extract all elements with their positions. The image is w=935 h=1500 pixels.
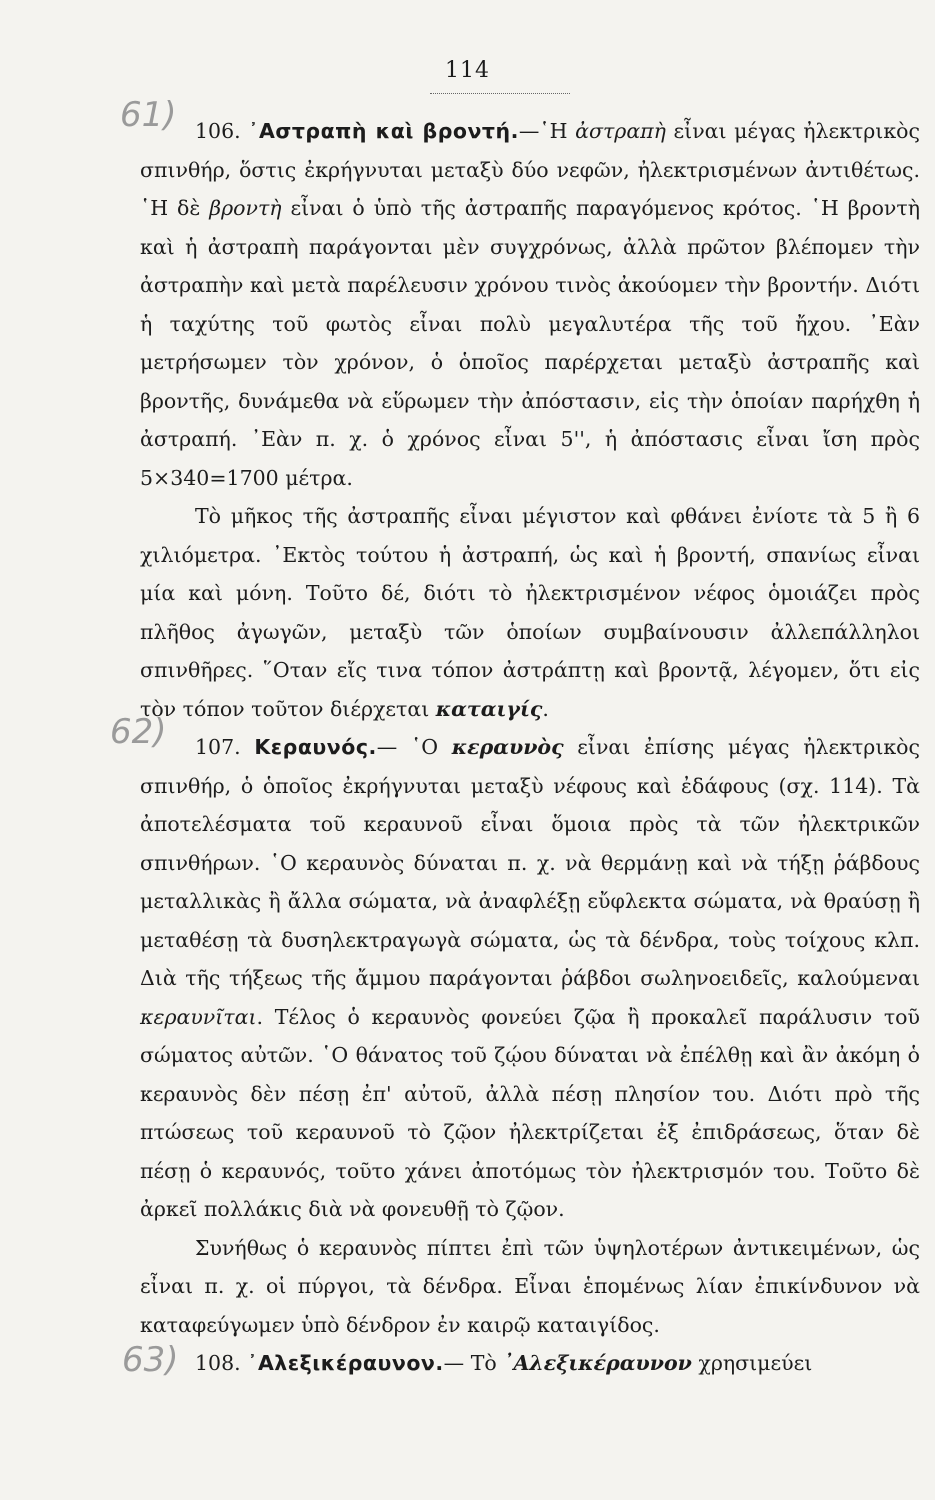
section-number: 106.	[195, 119, 241, 143]
text-run: .	[542, 696, 549, 721]
text-run: ῾Η	[539, 119, 576, 143]
paragraph-107-2	[140, 1229, 920, 1345]
dash: —	[443, 1351, 465, 1375]
term: ᾿Αλεξικέραυνον	[503, 1351, 692, 1375]
section-number: 107.	[195, 735, 241, 759]
margin-note: 62)	[110, 712, 167, 752]
text-run: εἶναι ὁ ὑπὸ τῆς ἀστραπῆς παραγόμενος κρότος. ῾Η βροντὴ καὶ ἡ ἀστραπὴ παράγονται μὲν συγχρόνως, ἀλλὰ πρῶτον βλέπομεν τὴν ἀστραπὴν καὶ μετὰ παρέλευσιν χρόνου τινὸς ἀκούομεν τὴν βροντήν. Διότι ἡ ταχύτης τοῦ φωτὸς εἶναι πολὺ μεγαλυτέρα τῆς τοῦ ἤχου. ᾿Εὰν μετρήσωμεν τὸν χρόνον, ὁ ὁποῖος παρέρχεται μεταξὺ ἀστραπῆς καὶ βροντῆς, δυνάμεθα νὰ εὕρωμεν τὴν ἀπόστασιν, εἰς τὴν ὁποίαν παρήχθη ἡ ἀστραπή. ᾿Εὰν π. χ. ὁ χρόνος εἶναι 5'', ἡ ἀπόστασις εἶναι ἴση πρὸς 5×340=1700 μέτρα.	[140, 196, 920, 490]
text-run: Τὸ μῆκος τῆς ἀστραπῆς εἶναι μέγιστον καὶ φθάνει ἐνίοτε τὰ 5 ἢ 6 χιλιόμετρα. ᾿Εκτὸς τούτου ἡ ἀστραπή, ὡς καὶ ἡ βροντή, σπανίως εἶναι μία καὶ μόνη. Τοῦτο δέ, διότι τὸ ἠλεκτρισμένον νέφος ὁμοιάζει πρὸς πλῆθος ἀγωγῶν, μεταξὺ τῶν ὁποίων συμβαίνουσιν ἀλλεπάλληλοι σπινθῆρες. ῞Οταν εἴς τινα τόπον ἀστράπτῃ καὶ βροντᾷ, λέγομεν, ὅτι εἰς τὸν τόπον τοῦτον διέρχεται	[140, 504, 920, 721]
text-run: Τὸ	[464, 1351, 504, 1375]
text-run: εἶναι ἐπίσης μέγας ἠλεκτρικὸς σπινθήρ, ὁ ὁποῖος ἐκρήγνυται μεταξὺ νέφους καὶ ἐδάφους (σχ. 114). Τὰ ἀποτελέσματα τοῦ κεραυνοῦ εἶναι ὅμοια πρὸς τὰ τῶν ἠλεκτρικῶν σπινθήρων. ῾Ο κεραυνὸς δύναται π. χ. νὰ θερμάνῃ καὶ νὰ τήξῃ ῥάβδους μεταλλικὰς ἢ ἄλλα σώματα, νὰ ἀναφλέξῃ εὔφλεκτα σώματα, νὰ θραύσῃ ἢ μεταθέσῃ τὰ δυσηλεκτραγωγὰ σώματα, ὡς τὰ δένδρα, τοὺς τοίχους κλπ. Διὰ τῆς τήξεως τῆς ἄμμου παράγονται ῥάβδοι σωληνοειδεῖς, καλούμεναι	[140, 735, 920, 990]
section-title: ᾿Αστραπὴ καὶ βροντή.	[248, 119, 519, 143]
term: κεραυνὸς	[451, 735, 564, 759]
paragraph-106	[140, 112, 920, 497]
section-title: Κεραυνός.	[254, 735, 377, 759]
section-number: 108.	[195, 1351, 241, 1375]
text-run: χρησιμεύει	[691, 1351, 813, 1375]
page-number: 114	[445, 58, 490, 83]
term: καταιγίς	[435, 696, 543, 721]
text-run: εἶναι μέγας ἠλεκτρικὸς σπινθήρ, ὅστις ἐκρήγνυται μεταξὺ δύο νεφῶν, ἠλεκτρισμένων ἀντιθέτως. ῾Η δὲ	[140, 119, 920, 220]
paragraph-106-2	[140, 497, 920, 728]
text-run: Συνήθως ὁ κεραυνὸς πίπτει ἐπὶ τῶν ὑψηλοτέρων ἀντικειμένων, ὡς εἶναι π. χ. οἱ πύργοι, τὰ δένδρα. Εἶναι ἑπομένως λίαν ἐπικίνδυνον νὰ καταφεύγωμεν ὑπὸ δένδρον ἐν καιρῷ καταιγίδος.	[140, 1235, 920, 1337]
section-title: ᾿Αλεξικέραυνον.	[247, 1351, 444, 1375]
dash: —	[518, 119, 540, 143]
term: ἀστραπὴ	[575, 119, 666, 143]
body-text	[140, 112, 920, 1383]
paragraph-107	[140, 728, 920, 1229]
dash: —	[376, 735, 398, 759]
term: κεραυνῖται	[140, 1004, 257, 1029]
margin-note: 61)	[120, 95, 177, 135]
header-rule	[430, 93, 570, 94]
term: βροντὴ	[209, 196, 282, 220]
text-run: . Τέλος ὁ κεραυνὸς φονεύει ζῷα ἢ προκαλεῖ παράλυσιν τοῦ σώματος αὐτῶν. ῾Ο θάνατος τοῦ ζῴου δύναται νὰ ἐπέλθῃ καὶ ἂν ἀκόμη ὁ κεραυνὸς δὲν πέσῃ ἐπ' αὐτοῦ, ἀλλὰ πέσῃ πλησίον του. Διότι πρὸ τῆς πτώσεως τοῦ κεραυνοῦ τὸ ζῷον ἠλεκτρίζεται ἐξ ἐπιδράσεως, ὅταν δὲ πέσῃ ὁ κεραυνός, τοῦτο χάνει ἀποτόμως τὸν ἠλεκτρισμόν του. Τοῦτο δὲ ἀρκεῖ πολλάκις διὰ νὰ φονευθῇ τὸ ζῷον.	[140, 1004, 920, 1221]
paragraph-108	[140, 1344, 920, 1383]
margin-note: 63)	[122, 1340, 179, 1380]
text-run: ῾Ο	[397, 735, 452, 759]
